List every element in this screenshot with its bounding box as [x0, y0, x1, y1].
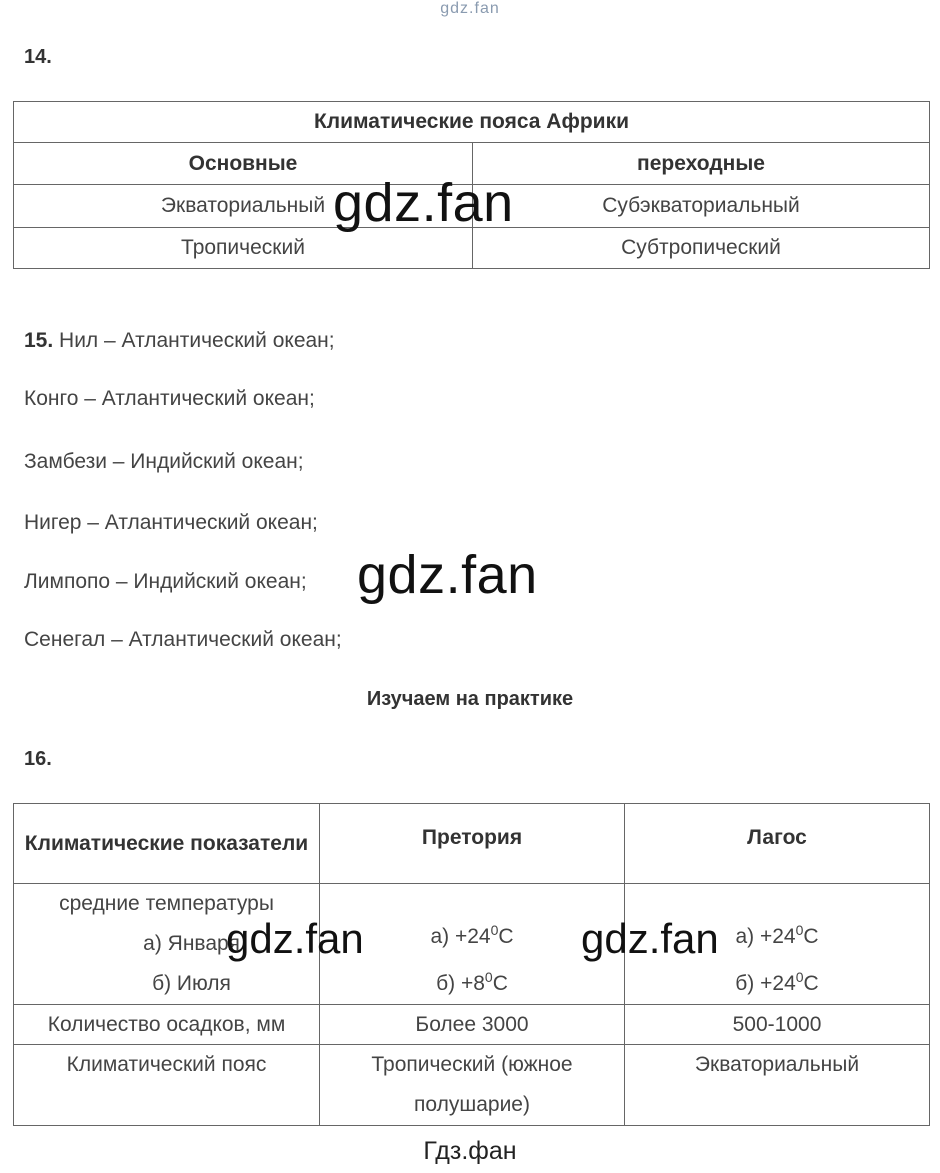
pretoria-january [320, 910, 624, 957]
watermark-4: gdz.fan [581, 915, 719, 962]
precipitation-label: Количество осадков, мм [14, 1005, 320, 1045]
question-16-number: 16. [24, 748, 52, 770]
unit: С [492, 972, 508, 995]
cell-equatorial: Экваториальный [14, 185, 473, 228]
watermark-3: gdz.fan [226, 915, 364, 962]
lagos-july-value: б) +24 [735, 972, 796, 995]
climate-belt-label: Климатический пояс [14, 1045, 320, 1126]
header-lagos: Лагос [625, 804, 930, 884]
temperature-january-label: а) Января [143, 932, 240, 955]
section-heading: Изучаем на практике [366, 688, 574, 710]
lagos-climate-belt: Экваториальный [625, 1045, 930, 1126]
temperature-july-label: б) Июля [152, 972, 231, 995]
question-14-number: 14. [24, 46, 52, 68]
unit: С [803, 972, 819, 995]
river-senegal: Сенегал – Атлантический океан; [24, 628, 342, 651]
lagos-july [625, 957, 929, 1004]
pretoria-belt-line-2: полушарие) [414, 1093, 530, 1116]
header-pretoria: Претория [320, 804, 625, 884]
lagos-january-value: а) +24 [735, 925, 796, 948]
degree-mark: 0 [490, 922, 499, 938]
top-watermark: gdz.fan [440, 0, 500, 17]
degree-mark: 0 [795, 969, 804, 985]
pretoria-temperature-cell [320, 884, 625, 1005]
degree-mark: 0 [795, 922, 804, 938]
cell-subtropical: Субтропический [473, 228, 930, 269]
unit: С [498, 925, 514, 948]
river-congo: Конго – Атлантический океан; [24, 387, 315, 410]
header-main: Основные [14, 143, 473, 185]
pretoria-belt-line-1: Тропический (южное [371, 1053, 573, 1076]
pretoria-precipitation: Более 3000 [320, 1005, 625, 1045]
watermark-1: gdz.fan [333, 173, 514, 233]
river-niger: Нигер – Атлантический океан; [24, 511, 318, 534]
river-zambezi: Замбези – Индийский океан; [24, 450, 304, 473]
watermark-2: gdz.fan [357, 545, 538, 605]
cell-tropical: Тропический [14, 228, 473, 269]
pretoria-january-value: а) +24 [430, 925, 491, 948]
degree-mark: 0 [484, 969, 493, 985]
cell-subequatorial: Субэкваториальный [473, 185, 930, 228]
lagos-precipitation: 500-1000 [625, 1005, 930, 1045]
question-15-number: 15. [24, 329, 54, 352]
river-nile: Нил – Атлантический океан; [53, 329, 335, 352]
pretoria-july [320, 957, 624, 1004]
river-limpopo: Лимпопо – Индийский океан; [24, 570, 307, 593]
climate-indicators-table [13, 803, 930, 1126]
unit: С [803, 925, 819, 948]
climate-belts-title: Климатические пояса Африки [14, 102, 930, 143]
header-transitional: переходные [473, 143, 930, 185]
pretoria-climate-belt [320, 1045, 625, 1126]
pretoria-july-value: б) +8 [436, 972, 485, 995]
temperature-title: средние температуры [59, 892, 274, 915]
footer-watermark: Гдз.фан [423, 1137, 517, 1165]
header-indicators: Климатические показатели [14, 804, 320, 884]
question-15-first-line [24, 329, 335, 353]
